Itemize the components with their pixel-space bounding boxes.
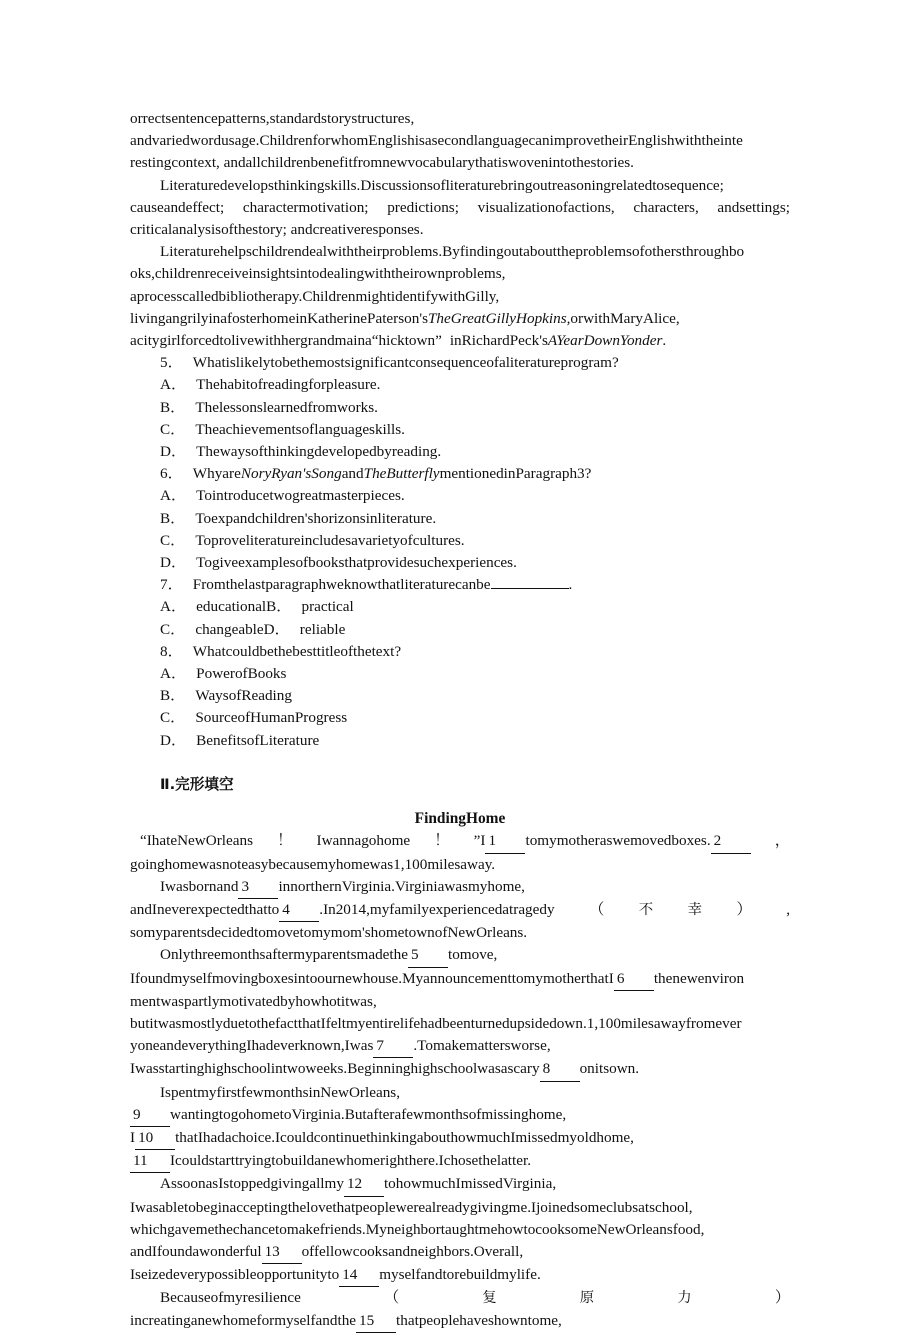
passage-line — [130, 308, 790, 330]
line-segment: tomymotheraswemovedboxes. — [525, 832, 711, 850]
option-label: B． — [266, 598, 292, 616]
option-label: B． — [160, 687, 186, 705]
cloze-line — [130, 830, 790, 853]
cloze-blank-14[interactable]: 14 — [339, 1264, 379, 1287]
line-segment: AssoonasIstoppedgivingallmy — [160, 1175, 344, 1193]
cloze-blank-8[interactable]: 8 — [540, 1058, 580, 1081]
cloze-line: IspentmyfirstfewmonthsinNewOrleans, — [160, 1083, 400, 1101]
passage-paragraph-2 — [130, 175, 790, 242]
cloze-line — [130, 1104, 790, 1127]
line-segment: yoneandeverythingIhadeverknown, — [130, 1037, 345, 1055]
option-text: educational — [196, 598, 267, 616]
question-7-options-row-2[interactable] — [130, 619, 790, 641]
question-5-stem — [130, 352, 790, 374]
cloze-blank-4[interactable]: 4 — [279, 899, 319, 922]
question-8-option-a[interactable] — [130, 663, 790, 685]
question-text: and — [341, 465, 364, 483]
cloze-paragraph-3 — [130, 944, 790, 1081]
line-segment: thatpeoplehaveshowntome, — [396, 1311, 562, 1329]
line-segment: andIfoundawonderful — [130, 1242, 262, 1260]
option-text: Theachievementsoflanguageskills. — [195, 420, 405, 438]
question-text: Whatcouldbethebesttitleofthetext? — [192, 642, 402, 660]
line-segment: tohowmuchImissedVirginia, — [383, 1175, 557, 1193]
line-segment: Onlythreemonthsaftermyparentsmadethe — [160, 946, 408, 964]
answer-blank[interactable] — [491, 588, 569, 589]
section-heading-text: Ⅱ.完形填空 — [160, 775, 234, 793]
paren-close: ）, — [736, 900, 790, 918]
cloze-line: whichgavemethechancetomakefriends.MyneighbortaughtmehowtocooksomeNewOrleansfood, — [130, 1220, 705, 1238]
passage-line: restingcontext, andallchildrenbenefitfromnewvocabularythatiswovenintothestories. — [130, 154, 634, 172]
line-segment: tomove, — [447, 946, 498, 964]
line-segment: Becauseofmyresilience — [160, 1289, 301, 1307]
passage-line: Literaturehelpschildrendealwiththeirproblems.Byfindingoutabouttheproblemsofothersthroughbo — [160, 243, 745, 261]
cloze-line: mentwaspartlymotivatedbyhowhotitwas, — [130, 992, 377, 1010]
line-segment: thatIhadachoice.IcouldcontinuethinkingabouthowmuchImissedmyoldhome, — [175, 1128, 634, 1146]
quoted-term: hicktown — [378, 332, 436, 350]
option-text: Toexpandchildren'shorizonsinliterature. — [195, 509, 437, 527]
option-text: SourceofHumanProgress — [195, 709, 348, 727]
book-title-a-year-down-yonder: AYearDownYonder — [547, 332, 663, 350]
question-6-stem — [130, 463, 790, 485]
cloze-paragraph-6 — [130, 1287, 790, 1332]
cloze-title: FindingHome — [414, 810, 506, 828]
line-segment: Iwannagohome — [316, 832, 411, 850]
line-segment: Iwasstartinghighschoolintwoweeks.Beginninghighschoolwasascary — [130, 1060, 540, 1078]
cloze-blank-9[interactable]: 9 — [130, 1104, 170, 1127]
question-text: Whyare — [192, 465, 241, 483]
cloze-blank-6[interactable]: 6 — [614, 968, 654, 991]
cloze-blank-2[interactable]: 2 — [711, 830, 751, 853]
option-label: D． — [263, 620, 290, 638]
question-text: . — [568, 576, 573, 594]
passage-line: criticalanalysisofthestory; andcreativeresponses. — [130, 221, 424, 239]
line-segment: wantingtogohometoVirginia.Butafterafewmonthsofmissinghome, — [170, 1105, 567, 1123]
line-segment: Ifoundmyselfmovingboxesintoournewhouse.MyannouncementtomymotherthatI — [130, 969, 614, 987]
line-segment: .Tomakemattersworse, — [413, 1037, 551, 1055]
passage-line: Literaturedevelopsthinkingskills.Discussionsofliteraturebringoutreasoningrelatedtosequence; — [160, 176, 724, 194]
paren-close: ） — [774, 1289, 790, 1307]
option-text: Thelessonslearnedfromworks. — [195, 398, 378, 416]
line-segment: onitsown. — [579, 1060, 640, 1078]
option-label: A． — [160, 598, 187, 616]
option-text: Tointroducetwogreatmasterpieces. — [196, 487, 405, 505]
option-text: Thehabitofreadingforpleasure. — [196, 376, 381, 394]
line-segment: Iwasbornand — [160, 877, 239, 895]
question-number: 5． — [160, 354, 183, 372]
cloze-line — [130, 1287, 790, 1309]
cloze-blank-15[interactable]: 15 — [356, 1310, 396, 1333]
cloze-line — [130, 944, 790, 967]
option-label: C． — [160, 709, 186, 727]
cloze-line — [130, 1150, 790, 1173]
option-text: Toproveliteratureincludesavarietyofcultures. — [195, 531, 465, 549]
cloze-line — [130, 1310, 790, 1333]
cloze-paragraph-1 — [130, 830, 790, 875]
question-5-option-a[interactable] — [130, 374, 790, 396]
cloze-blank-10[interactable]: 10 — [135, 1127, 175, 1150]
line-segment: myselfandtorebuildmylife. — [379, 1266, 541, 1284]
cloze-blank-7[interactable]: 7 — [373, 1035, 413, 1058]
option-text: changeable — [195, 620, 264, 638]
cloze-paragraph-5 — [130, 1173, 790, 1287]
question-5-option-d[interactable] — [130, 441, 790, 463]
chinese-gloss-char: 力 — [677, 1290, 775, 1307]
cloze-line — [130, 899, 790, 922]
option-label: B． — [160, 398, 186, 416]
option-label: A． — [160, 665, 187, 683]
question-number: 6． — [160, 465, 183, 483]
option-text: practical — [301, 598, 354, 616]
question-8-option-b[interactable] — [130, 685, 790, 707]
question-number: 7． — [160, 576, 183, 594]
chinese-gloss-char: 幸 — [687, 901, 737, 918]
line-segment: livingangrilyinafosterhomeinKatherinePaterson's — [130, 309, 428, 327]
question-8-stem — [130, 641, 790, 663]
heading-spacer — [130, 796, 790, 808]
text-column — [130, 108, 790, 1333]
cloze-line — [130, 1127, 790, 1150]
section-heading-cloze — [130, 774, 790, 796]
passage-line — [130, 263, 790, 285]
question-text: mentionedinParagraph3? — [439, 465, 592, 483]
question-5-option-c[interactable] — [130, 419, 790, 441]
line-segment: ， — [750, 832, 790, 850]
chinese-gloss-char: 原 — [579, 1290, 678, 1307]
cloze-line — [130, 1058, 790, 1081]
cloze-line: butitwasmostlyduetothefactthatIfeltmyentirelifehadbeenturnedupsidedown.1,100milesawayfromever — [130, 1014, 742, 1032]
line-segment: thenewenviron — [653, 969, 745, 987]
question-7-stem — [130, 574, 790, 596]
option-text: PowerofBooks — [196, 665, 287, 683]
cloze-line: goinghomewasnoteasybecausemyhomewas1,100milesaway. — [130, 855, 496, 873]
passage-line: aprocesscalledbibliotherapy.ChildrenmightidentifywithGilly, — [130, 287, 500, 305]
quote-open: “ — [371, 332, 379, 350]
line-segment: I — [130, 1128, 136, 1146]
line-segment: I — [480, 832, 486, 850]
option-text: reliable — [299, 620, 346, 638]
line-segment: oks, — [130, 265, 155, 283]
question-8-option-c[interactable] — [130, 707, 790, 729]
book-title-nory-ryans-song: NoryRyan'sSong — [240, 465, 342, 483]
line-segment: Iwas — [344, 1037, 374, 1055]
option-label: D． — [160, 731, 187, 749]
option-text: BenefitsofLiterature — [196, 731, 320, 749]
cloze-blank-12[interactable]: 12 — [344, 1173, 384, 1196]
cloze-line — [130, 1173, 790, 1196]
book-title-the-butterfly: TheButterfly — [363, 465, 440, 483]
cloze-blank-3[interactable]: 3 — [238, 876, 278, 899]
line-segment: innorthernVirginia.Virginiawasmyhome, — [278, 877, 525, 895]
line-segment: myfamilyexperiencedatragedy — [369, 900, 555, 918]
section-spacer — [130, 752, 790, 774]
option-label: C． — [160, 620, 186, 638]
option-label: A． — [160, 487, 187, 505]
line-segment: orrectsentencepatterns, — [130, 110, 270, 127]
option-text: Togiveexamplesofbooksthatprovidesuchexperiences. — [196, 554, 517, 572]
line-segment: Icouldstarttryingtobuildanewhomerighthere.Ichosethelatter. — [170, 1152, 532, 1170]
question-6-option-a[interactable] — [130, 485, 790, 507]
question-8-option-d[interactable] — [130, 730, 790, 752]
question-6-option-d[interactable] — [130, 552, 790, 574]
cloze-blank-11[interactable]: 11 — [130, 1150, 170, 1173]
option-label: D． — [160, 554, 187, 572]
quote-close: ” — [473, 832, 481, 850]
option-label: C． — [160, 531, 186, 549]
cloze-blank-13[interactable]: 13 — [262, 1241, 302, 1264]
line-segment: Iseizedeverypossibleopportunityto — [130, 1266, 340, 1284]
line-segment: “IhateNewOrleans！ — [140, 832, 317, 850]
option-label: B． — [160, 509, 186, 527]
cloze-line — [130, 1264, 790, 1287]
cloze-blank-1[interactable]: 1 — [485, 830, 525, 853]
question-number: 8． — [160, 642, 183, 660]
option-text: WaysofReading — [195, 687, 292, 705]
line-segment: childrenreceiveinsightsintodealingwiththeirownproblems, — [154, 265, 506, 283]
passage-line: causeandeffect; charactermotivation; predictions; visualizationofactions, characters, andsettings; — [130, 198, 790, 216]
cloze-line — [130, 1241, 790, 1264]
line-segment: . — [662, 332, 667, 350]
question-7-options-row-1[interactable] — [130, 596, 790, 618]
line-segment: offellowcooksandneighbors.Overall, — [301, 1242, 524, 1260]
line-segment: ！ — [410, 832, 474, 850]
line-segment: increatinganewhomeformyselfandthe — [130, 1311, 357, 1329]
question-6-option-c[interactable] — [130, 530, 790, 552]
passage-line: andvariedwordusage.ChildrenforwhomEnglishisasecondlanguagecanimprovetheirEnglishwiththeinte — [130, 132, 743, 150]
question-text: Whatislikelytobethemostsignificantconsequenceofaliteratureprogram? — [192, 354, 619, 372]
passage-line — [130, 108, 790, 130]
passage-line — [130, 330, 790, 352]
cloze-paragraph-2 — [130, 876, 790, 945]
cloze-line — [130, 968, 790, 991]
line-segment: .In2014, — [319, 900, 370, 918]
line-segment: standardstorystructures, — [269, 110, 415, 127]
cloze-line — [130, 876, 790, 899]
chinese-gloss-char: 不 — [638, 901, 688, 918]
chinese-gloss-char: 复 — [482, 1290, 580, 1307]
line-segment: inRichardPeck's — [449, 332, 548, 350]
passage-paragraph-1 — [130, 108, 790, 175]
cloze-blank-5[interactable]: 5 — [408, 944, 448, 967]
option-text: Thewaysofthinkingdevelopedbyreading. — [196, 443, 442, 461]
cloze-paragraph-4 — [130, 1082, 790, 1174]
line-segment: acitygirlforcedtolivewithhergrandmaina — [130, 332, 372, 350]
cloze-line: somyparentsdecidedtomovetomymom'shometownofNewOrleans. — [130, 924, 528, 942]
question-5-option-b[interactable] — [130, 397, 790, 419]
line-segment: orwithMaryAlice, — [570, 309, 680, 327]
question-text: Fromthelastparagraphweknowthatliteraturecanbe — [192, 576, 491, 594]
line-segment: andIneverexpectedthatto — [130, 900, 280, 918]
paren-open: （ — [300, 1289, 483, 1307]
quote-close: ” — [435, 332, 442, 350]
passage-paragraph-3 — [130, 241, 790, 352]
question-6-option-b[interactable] — [130, 508, 790, 530]
book-title-great-gilly-hopkins: TheGreatGillyHopkins, — [427, 309, 571, 327]
option-label: A． — [160, 376, 187, 394]
option-label: C． — [160, 420, 186, 438]
cloze-line — [130, 1035, 790, 1058]
option-label: D． — [160, 443, 187, 461]
paren-open: （ — [554, 900, 639, 918]
cloze-line: Iwasabletobeginacceptingthelovethatpeoplewerealreadygivingme.Ijoinedsomeclubsatschool, — [130, 1198, 693, 1216]
